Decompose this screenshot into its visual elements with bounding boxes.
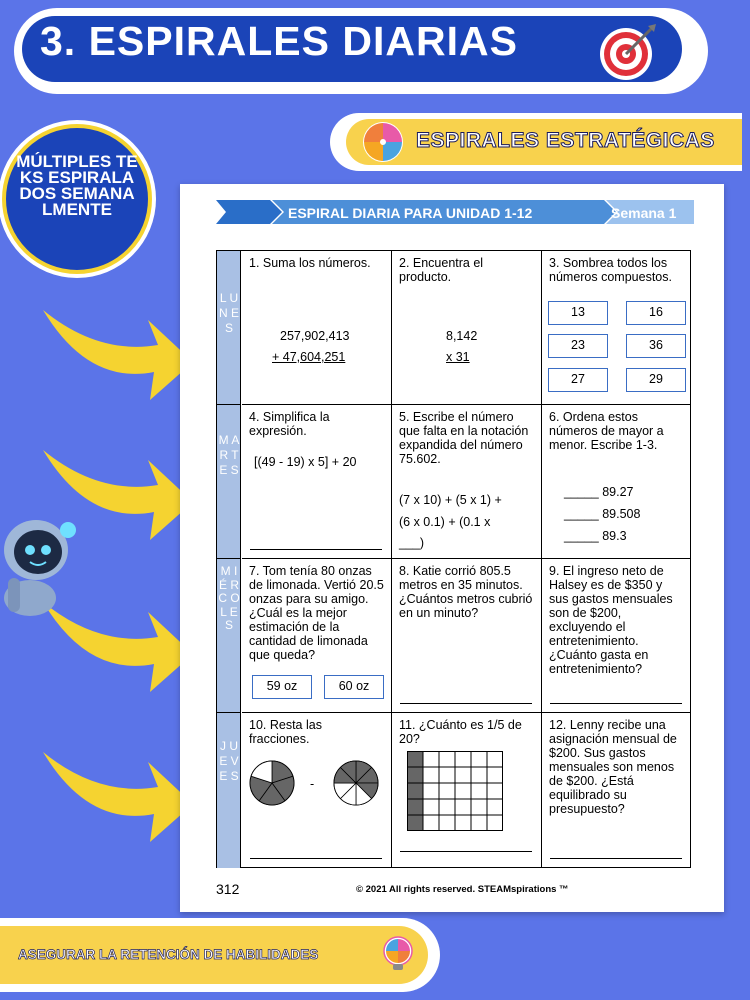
question-text: 12. Lenny recibe una asignación mensual de $200. Sus gastos mensuales son menos de $200. ¿Está equilibrado su presupuesto? (549, 718, 677, 816)
minus-sign: - (310, 777, 315, 791)
question-text: 7. Tom tenía 80 onzas de limonada. Vertió 20.5 onzas para su amigo. ¿Cuál es la mejor estimación de la cantidad de limonada que queda? (249, 564, 384, 662)
question-text: 6. Ordena estos números de mayor a menor. Escribe 1-3. (549, 410, 664, 452)
day-label-lunes: L U N E S (218, 291, 239, 335)
strategic-label: ESPIRALES ESTRATÉGICAS (416, 129, 715, 152)
addend-2: + 47,604,251 (272, 350, 346, 364)
arrow-icon (38, 742, 198, 852)
expanded-notation-line: (7 x 10) + (5 x 1) + (399, 493, 502, 507)
answer-line[interactable] (250, 858, 382, 859)
question-cell-4 (242, 405, 392, 559)
expanded-notation-line: (6 x 0.1) + (0.1 x (399, 515, 491, 529)
arrow-icon (38, 300, 198, 410)
question-text: 9. El ingreso neto de Halsey es de $350 y sus gastos mensuales son de $200, excluyendo el entretenimiento. ¿Cuánto gasta en entretenimiento? (549, 564, 673, 676)
answer-line[interactable] (250, 549, 382, 550)
question-cell-9 (542, 559, 691, 713)
retention-label: ASEGURAR LA RETENCIÓN DE HABILIDADES (18, 947, 319, 962)
fraction-circle-icon (248, 759, 296, 807)
robot-icon (0, 508, 78, 618)
question-text: 1. Suma los números. (249, 256, 371, 270)
answer-option[interactable]: 59 oz (252, 675, 312, 699)
expanded-notation-blank[interactable]: ___) (399, 536, 425, 550)
day-column-jueves (217, 713, 241, 868)
answer-option[interactable]: 60 oz (324, 675, 384, 699)
steam-logo-icon (362, 121, 404, 163)
expression: [(49 - 19) x 5] + 20 (254, 455, 357, 469)
question-text: 2. Encuentra el producto. (399, 256, 484, 284)
number-box[interactable]: 27 (548, 368, 608, 392)
teks-badge (2, 124, 152, 274)
answer-line[interactable] (550, 703, 682, 704)
question-cell-2 (392, 251, 542, 405)
question-text: 3. Sombrea todos los números compuestos. (549, 256, 672, 284)
factor-2: x 31 (446, 350, 470, 364)
question-text: 10. Resta las fracciones. (249, 718, 322, 746)
spiral-grid (216, 250, 691, 868)
question-text: 8. Katie corrió 805.5 metros en 35 minutos. ¿Cuántos metros cubrió en un minuto? (399, 564, 533, 620)
number-box[interactable]: 29 (626, 368, 686, 392)
order-item[interactable]: _____ 89.508 (564, 507, 641, 521)
number-box[interactable]: 23 (548, 334, 608, 358)
question-text: 4. Simplifica la expresión. (249, 410, 330, 438)
fraction-circle-icon (332, 759, 380, 807)
number-box[interactable]: 16 (626, 301, 686, 325)
badge-text: MÚLTIPLES TEKS ESPIRALADOS SEMANALMENTE (16, 152, 138, 219)
question-cell-8 (392, 559, 542, 713)
question-cell-10 (242, 713, 392, 868)
number-box[interactable]: 13 (548, 301, 608, 325)
day-column-martes (217, 405, 241, 559)
worksheet-page (180, 184, 724, 912)
day-label-miercoles: M I É R C O L E S (218, 564, 240, 632)
number-box[interactable]: 36 (626, 334, 686, 358)
day-label-jueves: J U E V E S (219, 739, 239, 783)
question-cell-12 (542, 713, 691, 868)
question-cell-1 (242, 251, 392, 405)
day-column-miercoles (217, 559, 241, 713)
addend-1: 257,902,413 (280, 329, 350, 343)
target-icon (598, 20, 660, 82)
answer-line[interactable] (550, 858, 682, 859)
copyright: © 2021 All rights reserved. STEAMspirations ™ (356, 884, 569, 895)
page-number: 312 (216, 881, 240, 897)
week-label: Semana 1 (611, 205, 677, 221)
question-cell-6 (542, 405, 691, 559)
order-item[interactable]: _____ 89.27 (564, 485, 634, 499)
answer-line[interactable] (400, 703, 532, 704)
question-cell-7 (242, 559, 392, 713)
question-text: 5. Escribe el número que falta en la notación expandida del número 75.602. (399, 410, 529, 466)
order-item[interactable]: _____ 89.3 (564, 529, 627, 543)
worksheet-title: ESPIRAL DIARIA PARA UNIDAD 1-12 (288, 205, 533, 221)
grid-model-icon (407, 751, 503, 831)
day-column-lunes (217, 251, 241, 405)
question-cell-3 (542, 251, 691, 405)
brain-lightbulb-icon (378, 934, 418, 974)
question-cell-5 (392, 405, 542, 559)
factor-1: 8,142 (446, 329, 478, 343)
question-text: 11. ¿Cuánto es 1/5 de 20? (399, 718, 522, 746)
day-label-martes: M A R T E S (218, 433, 240, 477)
question-cell-11 (392, 713, 542, 868)
page-title: 3. ESPIRALES DIARIAS (40, 18, 518, 64)
answer-line[interactable] (400, 851, 532, 852)
